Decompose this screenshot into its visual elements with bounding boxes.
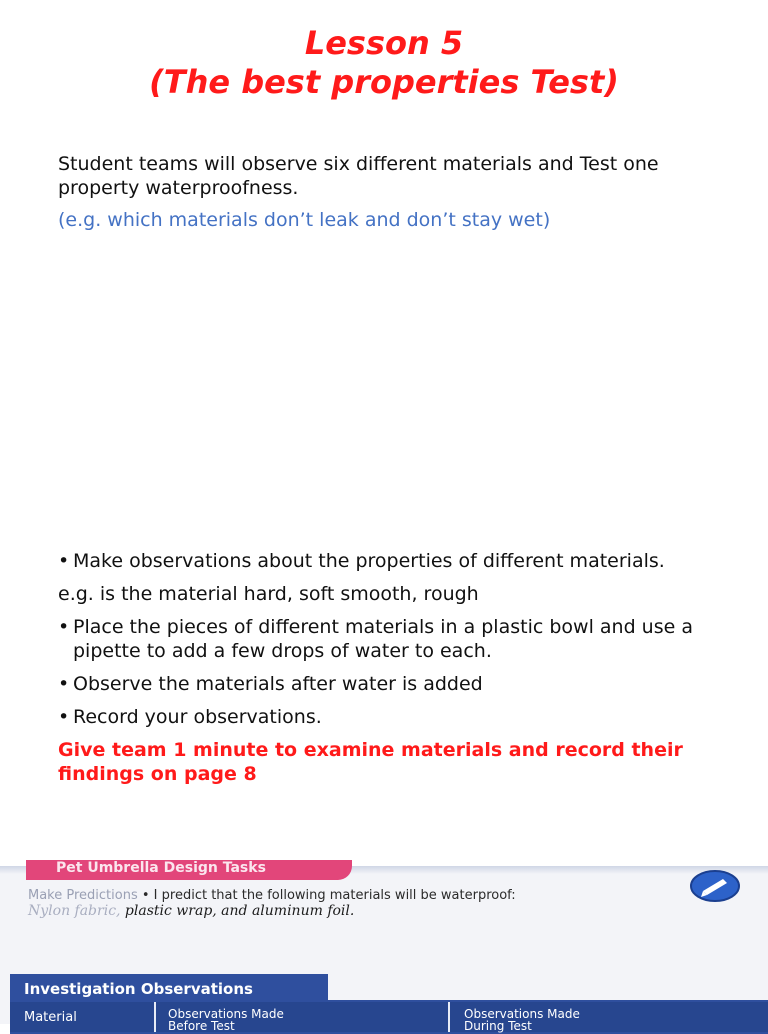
col-before: Observations Made Before Test: [168, 1007, 284, 1033]
column-divider: [448, 1002, 450, 1032]
bullet-icon: •: [58, 616, 70, 638]
header-band: [328, 974, 768, 1000]
answer-faint: Nylon fabric,: [28, 903, 121, 919]
section-title: Investigation Observations: [24, 980, 253, 998]
column-headers: [10, 1002, 768, 1032]
step-text: Record your observations.: [73, 706, 322, 728]
workbook-photo: [0, 860, 768, 1033]
answer-text: plastic wrap, and aluminum foil.: [120, 903, 355, 919]
intro-text: Student teams will observe six different materials and Test one property waterproofness.: [58, 153, 659, 199]
intro-section: [58, 152, 708, 232]
predictions-text: • I predict that the following materials will be waterproof:: [141, 888, 516, 903]
bullet-icon: •: [58, 550, 70, 572]
title-line-2: (The best properties Test): [149, 63, 619, 101]
teacher-instruction: Give team 1 minute to examine materials and record their findings on page 8: [58, 739, 683, 785]
intro-example: (e.g. which materials don’t leak and don’t stay wet): [58, 209, 551, 231]
list-item: [58, 549, 718, 573]
bullet-icon: •: [58, 706, 70, 728]
list-item: [58, 615, 718, 663]
steps-list: [58, 549, 718, 786]
step-text: Place the pieces of different materials in a plastic bowl and use a pipette to add a few drops of water to each.: [73, 616, 693, 662]
predictions-label: Make Predictions: [28, 888, 138, 903]
col-material: Material: [24, 1010, 77, 1025]
workbook-tab-title: Pet Umbrella Design Tasks: [26, 860, 352, 880]
handwritten-answer: [28, 903, 354, 919]
step-example: e.g. is the material hard, soft smooth, rough: [58, 583, 479, 605]
pencil-icon: [690, 870, 740, 902]
predictions-line: [28, 888, 516, 903]
bullet-icon: •: [58, 673, 70, 695]
slide-title: [0, 24, 768, 102]
step-text: Make observations about the properties of different materials.: [73, 550, 665, 572]
column-divider: [154, 1002, 156, 1032]
observations-table-header: [10, 974, 768, 1034]
step-text: Observe the materials after water is added: [73, 673, 483, 695]
list-item: [58, 705, 718, 729]
col-during: Observations Made During Test: [464, 1007, 580, 1033]
title-line-1: Lesson 5: [304, 24, 464, 62]
list-item: [58, 672, 718, 696]
